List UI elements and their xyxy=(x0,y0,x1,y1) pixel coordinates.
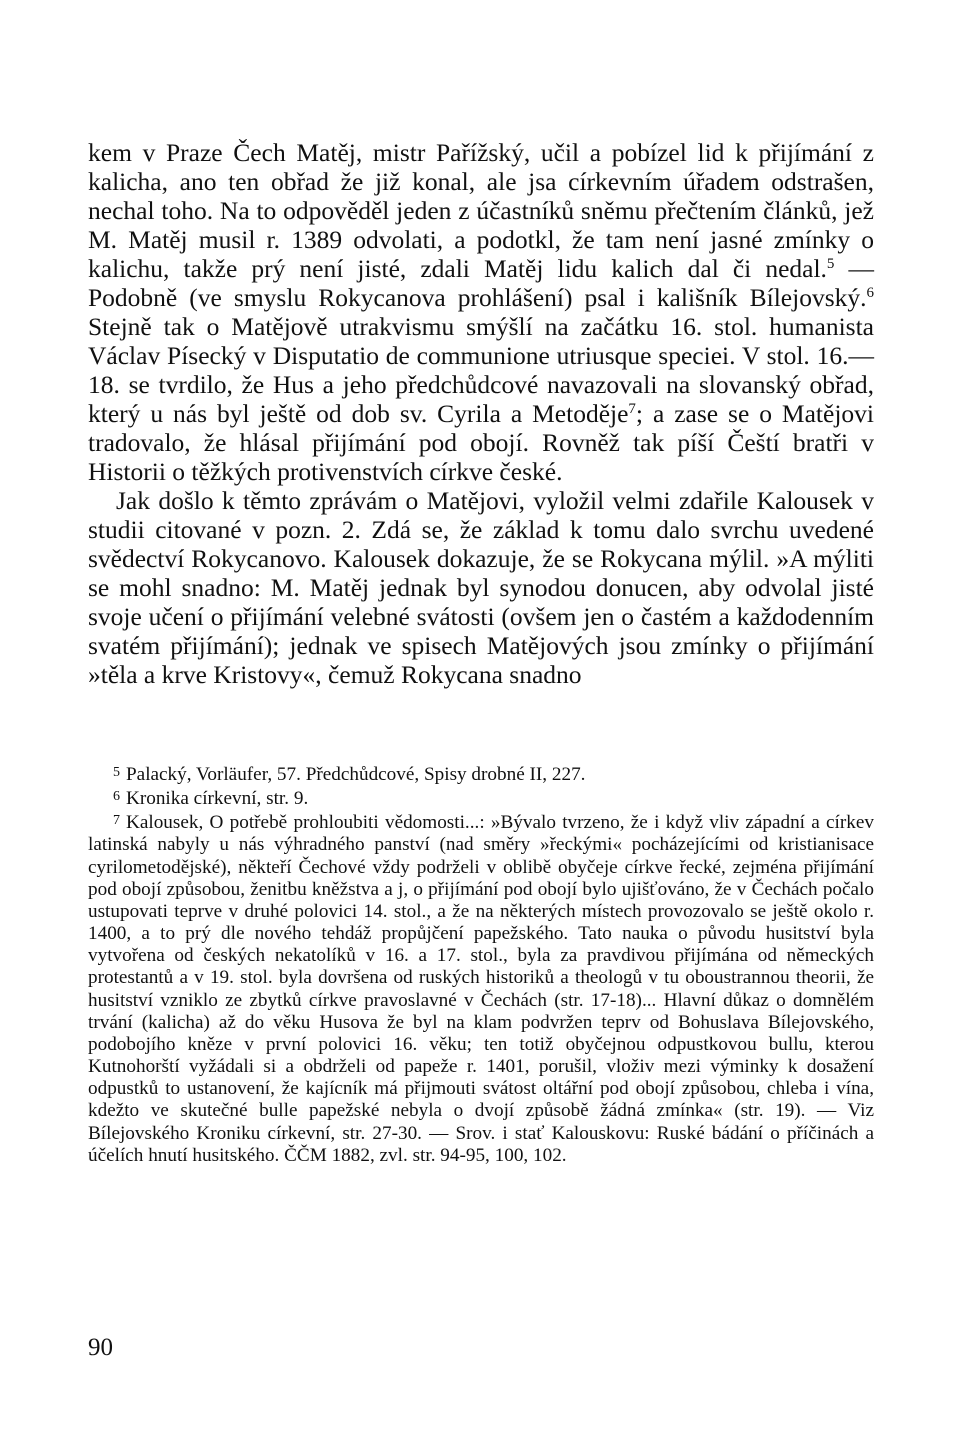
paragraph-1 xyxy=(88,138,874,486)
footnote-7 xyxy=(88,810,874,1167)
footnote-number: 5 xyxy=(113,765,120,780)
footnote-text: Kronika církevní, str. 9. xyxy=(126,788,309,810)
footnote-ref-6[interactable]: 6 xyxy=(866,285,874,301)
footnote-6 xyxy=(88,786,874,810)
footnote-5 xyxy=(88,762,874,786)
paragraph-1-part-a: kem v Praze Čech Matěj, mistr Pařížský, učil a pobízel lid k přijímání z kalicha, ano ten obřad že již konal, ale jsa církevním úřadem odstrašen, nechal toho. Na to odpověděl jeden z účastníků sněmu přečtením článků, jež M. Matěj musil r. 1389 odvolati, a podotkl, že tam není jasné zmínky o kalichu, takže prý není jisté, zdali Matěj lidu kalich dal či nedal. xyxy=(88,138,874,283)
footnote-ref-7[interactable]: 7 xyxy=(628,401,636,417)
paragraph-1-part-c: Stejně tak o Matějově utrakvismu smýšlí na začátku 16. stol. humanista Václav Písecký v Disputatio de communione utriusque speciei. V stol. 16.—18. se tvrdilo, že Hus a jeho předchůdcové navazovali na slovanský obřad, který u nás byl ještě od dob sv. Cyrila a Metoděje xyxy=(88,312,874,428)
footnote-number: 6 xyxy=(113,789,120,805)
footnote-text: Palacký, Vorläufer, 57. Předchůdcové, Spisy drobné II, 227. xyxy=(126,764,586,785)
footnote-text: Kalousek, O potřebě prohloubiti vědomosti...: »Bývalo tvrzeno, že i když vliv západní a církev latinská nabyly u nás výhradného panství (nad směry »řeckými« pocházejícími od kristianisace cyrilometodějské), někteří Čechové vždy podrželi v oblibě obyčeje církve řecké, zejména přijímání pod obojí způsobou, ženitbu kněžstva a j, o přijímání pod obojí bylo ujišťováno, že v Čechách počalo ustupovati teprve v druhé polovici 14. stol., a že na některých místech provozovalo se ještě okolo r. 1400, a to prý dle nového tehdáž propůjčení papežského. Tato nauka o původu husitství byla vytvořena od českých nekatolíků v 16. a 17. stol., byla za pravdivou přijímána od německých protestantů a v 19. stol. byla dovršena od ruských historiků a theologů v tu oboustrannou theorii, že husitství vzniklo ze zbytků církve pravoslavné v Čechách (str. 17-18)... Hlavní důkaz o domnělém trvání (kalicha) až do věku Husova že byl na klam podvržen teprv od Bohuslava Bílejovského, podobojího kněze v první polovici 16. věku; ten totiž obyčejnou odpustkovou bullu, kterou Kutnohorští vyžádali si a obdrželi od papeže r. 1401, porušil, vloživ mezi výminky k dosažení odpustků to ustanovení, že kajícník má přijmouti svátost oltářní pod obojí způsobou, chleba i vína, kdežto ve skutečné bulle papežské nebyla o dvojí způsobě žádná zmínka« (str. 19). — Viz Bílejovského Kroniku církevní, str. 27-30. — Srov. i stať Kalouskovu: Ruské bádání o příčinách a účelích hnutí husitského. ČČM 1882, zvl. str. 94-95, 100, 102. xyxy=(88,812,874,1166)
footnote-ref-5[interactable]: 5 xyxy=(826,256,835,272)
paragraph-2: Jak došlo k těmto zprávám o Matějovi, vyložil velmi zdařile Kalousek v studii citované v pozn. 2. Zdá se, že základ k tomu dalo svrchu uvedené svědectví Rokycanovo. Kalousek dokazuje, že se Rokycana mýlil. »A mýliti se mohl snadno: M. Matěj jednak byl synodou donucen, aby odvolal jisté svoje učení o přijímání velebné svátosti (ovšem jen o častém a každodenním svatém přijímání); jednak ve spisech Matějových jsou zmínky o přijímání »těla a krve Kristovy«, čemuž Rokycana snadno xyxy=(88,486,874,689)
page-number: 90 xyxy=(88,1334,113,1361)
paragraph-1-part-d: ; a zase se o Matějovi tradovalo, že hlásal přijímání pod obojí. Rovněž tak píší Čeští bratři v Historii o těžkých protivenstvích církve české. xyxy=(88,399,874,486)
footnote-number: 7 xyxy=(113,813,120,829)
main-text xyxy=(88,138,874,689)
footnotes xyxy=(88,762,874,1167)
body-text xyxy=(88,138,874,689)
paragraph-1-part-b: — Podobně (ve smyslu Rokycanova prohlášení) psal i kališník Bílejovský. xyxy=(88,254,874,312)
